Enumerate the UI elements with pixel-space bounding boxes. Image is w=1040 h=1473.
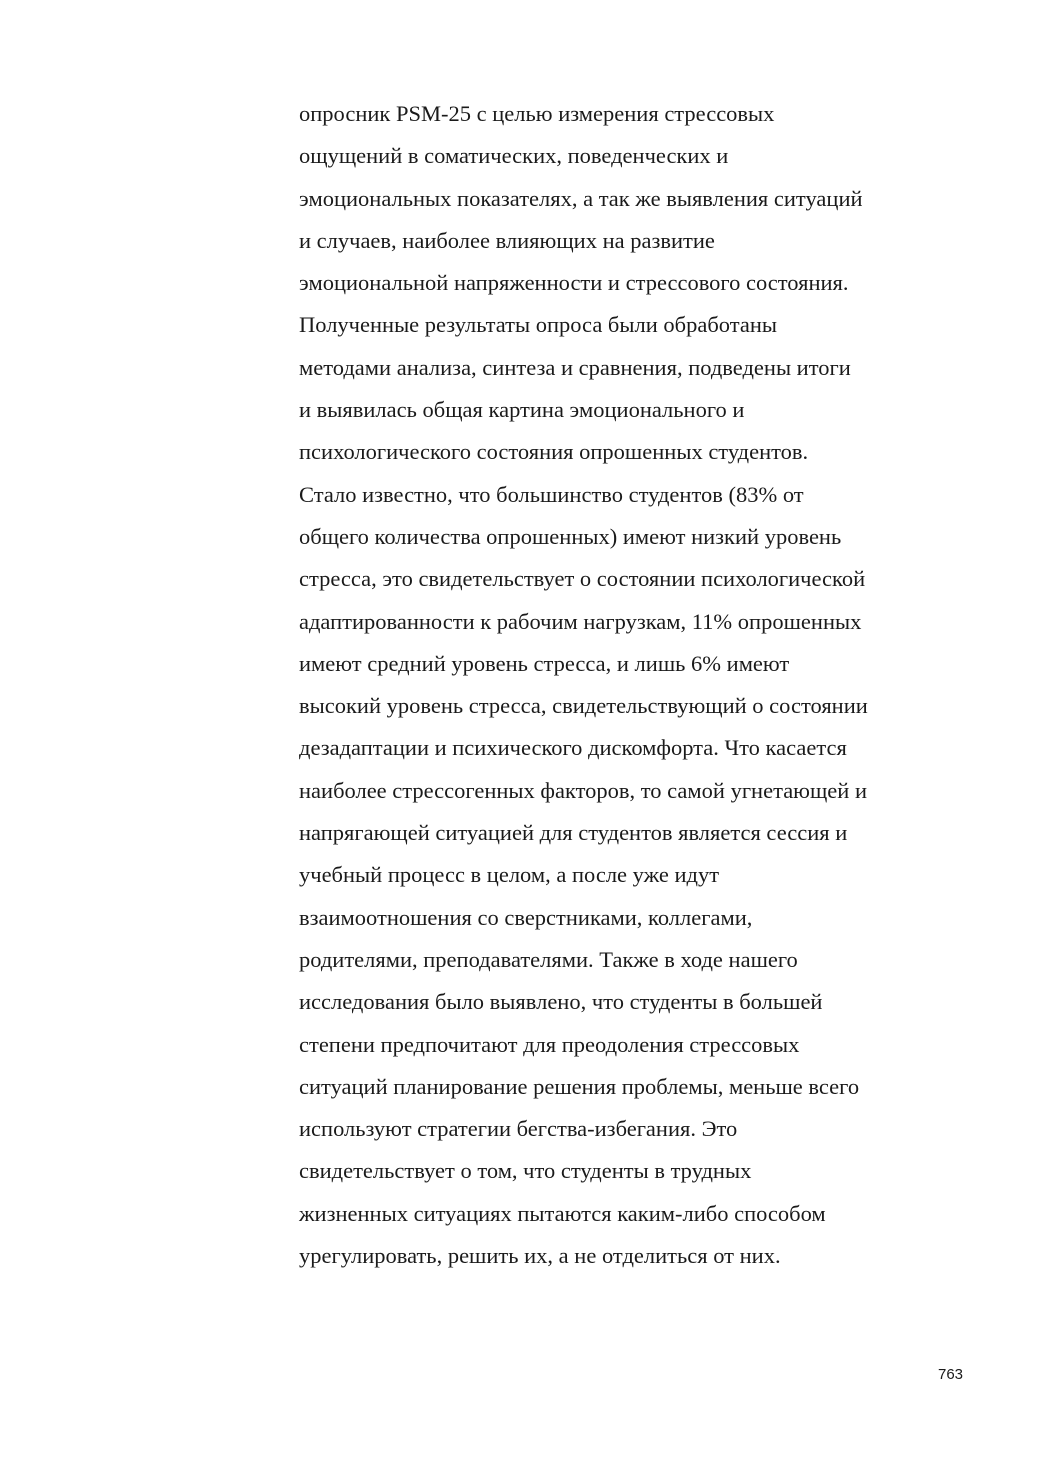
text-line: общего количества опрошенных) имеют низкий уровень	[299, 523, 842, 549]
text-line: высокий уровень стресса, свидетельствующий о состоянии	[299, 693, 868, 719]
text-line: урегулировать, решить их, а не отделиться от них.	[299, 1243, 781, 1269]
text-line: наиболее стрессогенных факторов, то самой угнетающей и	[299, 777, 868, 803]
page-number: 763	[938, 1366, 964, 1383]
text-line: эмоциональных показателях, а так же выявления ситуаций	[299, 185, 863, 211]
text-line: родителями, преподавателями. Также в ходе нашего	[299, 946, 798, 972]
text-line: взаимоотношения со сверстниками, коллегами,	[299, 904, 753, 930]
text-line: учебный процесс в целом, а после уже идут	[299, 862, 720, 888]
text-line: жизненных ситуациях пытаются каким-либо способом	[299, 1200, 826, 1226]
text-line: свидетельствует о том, что студенты в трудных	[299, 1158, 752, 1184]
text-line: дезадаптации и психического дискомфорта. Что касается	[299, 735, 847, 761]
text-line: ситуаций планирование решения проблемы, меньше всего	[299, 1073, 860, 1099]
text-line: напрягающей ситуацией для студентов является сессия и	[299, 820, 848, 846]
text-line: опросник PSM-25 с целью измерения стрессовых	[299, 101, 775, 126]
text-line: эмоциональной напряженности и стрессового состояния.	[299, 270, 849, 296]
text-line: имеют средний уровень стресса, и лишь 6% имеют	[299, 650, 790, 676]
text-line: психологического состояния опрошенных студентов.	[299, 439, 809, 465]
text-line: и выявилась общая картина эмоционального и	[299, 397, 745, 423]
text-line: методами анализа, синтеза и сравнения, подведены итоги	[299, 354, 851, 380]
body-text	[299, 93, 939, 1277]
text-line: и случаев, наиболее влияющих на развитие	[299, 227, 715, 253]
text-line: стресса, это свидетельствует о состоянии психологической	[299, 566, 866, 592]
text-line: Стало известно, что большинство студентов (83% от	[299, 481, 804, 507]
text-line: адаптированности к рабочим нагрузкам, 11% опрошенных	[299, 608, 862, 634]
text-line: степени предпочитают для преодоления стрессовых	[299, 1031, 800, 1057]
text-line: используют стратегии бегства-избегания. Это	[299, 1116, 738, 1142]
text-line: исследования было выявлено, что студенты в большей	[299, 989, 823, 1015]
text-line: ощущений в соматических, поведенческих и	[299, 143, 729, 169]
text-line: Полученные результаты опроса были обработаны	[299, 312, 777, 338]
